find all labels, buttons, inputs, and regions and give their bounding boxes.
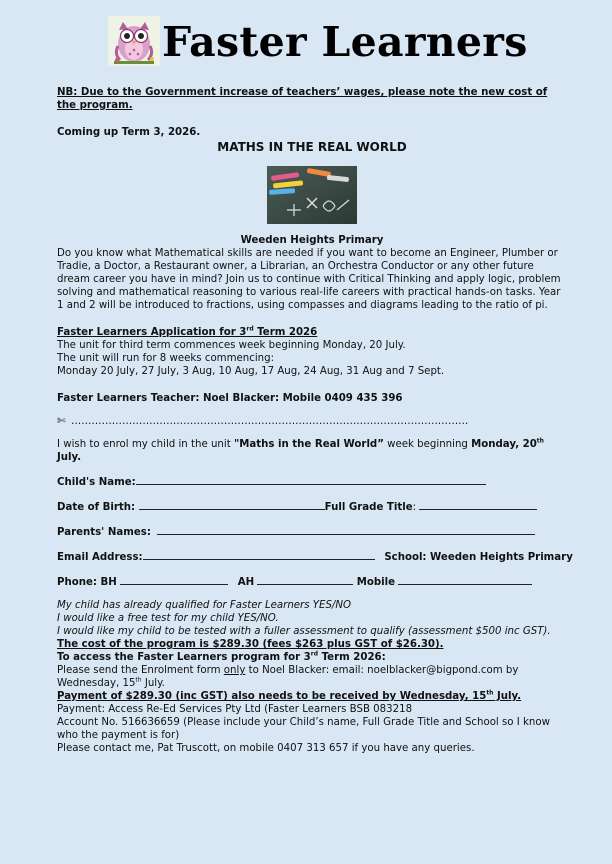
option-fuller-assessment: I would like my child to be tested with a fuller assessment to qualify (assessment $500 inc GST). [57,626,551,637]
payment-due-sup: th [486,689,494,697]
email-field[interactable] [143,549,375,560]
coming-up: Coming up Term 3, 2026. [57,127,201,138]
option-qualified: My child has already qualified for Faster Learners YES/NO [57,600,351,611]
chalkboard-image [267,166,357,224]
send-date-post: July. [141,678,165,689]
school-label: School: Weeden Heights Primary [384,552,573,563]
enrol-mid: week beginning [383,439,472,450]
payment-account: Account No. 516636659 (Please include your Child’s name, Full Grade Title and School so I know who the payment is for) [57,717,550,741]
grade-field[interactable] [419,499,537,510]
child-name-field[interactable] [136,474,486,485]
parents-field[interactable] [157,524,535,535]
enrol-statement [57,438,567,464]
phone-bh-field[interactable] [120,574,228,585]
brand-name: Faster Learners [162,18,528,66]
course-description: Do you know what Mathematical skills are needed if you want to become an Engineer, Plumber or Tradie, a Doctor, a Restaurant owner, a Librarian, an Orchestra Conductor or any other future dream career you have in mind? Join us to continue with Critical Thinking and apply logic, problem solving and mathematical reasoning to various real-life careers with practical hands-on tasks. Year 1 and 2 will be introduced to fractions, using compasses and diagrams leading to the ratio of pi. [57,248,561,311]
phone-row [57,574,567,589]
payment-due-text: Payment of $289.30 (inc GST) also needs to be received by Wednesday, 15 [57,691,487,702]
phone-bh-label: Phone: BH [57,577,117,588]
teacher-contact: Faster Learners Teacher: Noel Blacker: Mobile 0409 435 396 [57,393,403,404]
flyer-content [57,86,573,755]
option-free-test: I would like a free test for my child YES/NO. [57,613,279,624]
enrol-unit: "Maths in the Real World” [233,439,384,450]
send-date: Wednesday, 15 [57,678,136,689]
school-heading: Weeden Heights Primary [240,235,384,246]
payment-due-post: July. [493,691,522,702]
parents-row [57,524,567,539]
dob-label: Date of Birth: [57,502,139,513]
grade-label: Full Grade Title [324,502,413,513]
mobile-field[interactable] [398,574,532,585]
application-heading-sup: rd [246,325,254,333]
enrol-date: Monday, 20 [471,439,537,450]
dob-field[interactable] [139,499,325,510]
header [108,14,528,70]
enrol-pre: I wish to enrol my child in the unit [57,439,234,450]
course-title: MATHS IN THE REAL WORLD [217,140,407,154]
send-date-sup: th [135,676,142,684]
access-heading-text: To access the Faster Learners program for 3 [57,652,311,663]
access-heading-sup: rd [310,650,319,658]
send-form-instruction [57,664,567,690]
payment-due [57,690,567,703]
send-post: to Noel Blacker: email: noelblacker@bigpond.com by [245,665,519,676]
application-heading-text: Faster Learners Application for 3 [57,327,247,338]
child-name-row [57,474,567,489]
mobile-label: Mobile [356,577,396,588]
owl-icon [108,16,160,66]
send-only: only [223,665,246,676]
access-heading [57,651,567,664]
enrol-date-post: July. [57,452,82,463]
grade-colon: : [412,502,417,513]
phone-ah-label: AH [237,577,255,588]
contact-line: Please contact me, Pat Truscott, on mobile 0407 313 657 if you have any queries. [57,743,475,754]
send-pre: Please send the Enrolment form [57,665,224,676]
enrol-date-sup: th [536,437,544,445]
child-name-label: Child's Name: [57,477,136,488]
phone-ah-field[interactable] [257,574,353,585]
cut-line [57,415,567,428]
cut-dots: ……………………………………………………………………………………………………… [71,416,469,427]
application-heading-term: Term 2026 [253,327,318,338]
application-line-1: The unit for third term commences week beginning Monday, 20 July. [57,340,406,351]
email-row [57,549,573,564]
application-line-2: The unit will run for 8 weeks commencing: [57,353,275,364]
payment-payee: Payment: Access Re-Ed Services Pty Ltd (Faster Learners BSB 083218 [57,704,413,715]
scissors-icon: ✄ [57,416,66,427]
price-notice: NB: Due to the Government increase of teachers’ wages, please note the new cost of the program. [57,87,548,111]
application-dates: Monday 20 July, 27 July, 3 Aug, 10 Aug, 17 Aug, 24 Aug, 31 Aug and 7 Sept. [57,366,445,377]
application-heading [57,326,567,339]
program-cost: The cost of the program is $289.30 (fees $263 plus GST of $26.30). [57,639,444,650]
email-label: Email Address: [57,552,143,563]
access-heading-term: Term 2026: [318,652,386,663]
parents-label: Parents' Names: [57,527,151,538]
dob-row [57,499,567,514]
